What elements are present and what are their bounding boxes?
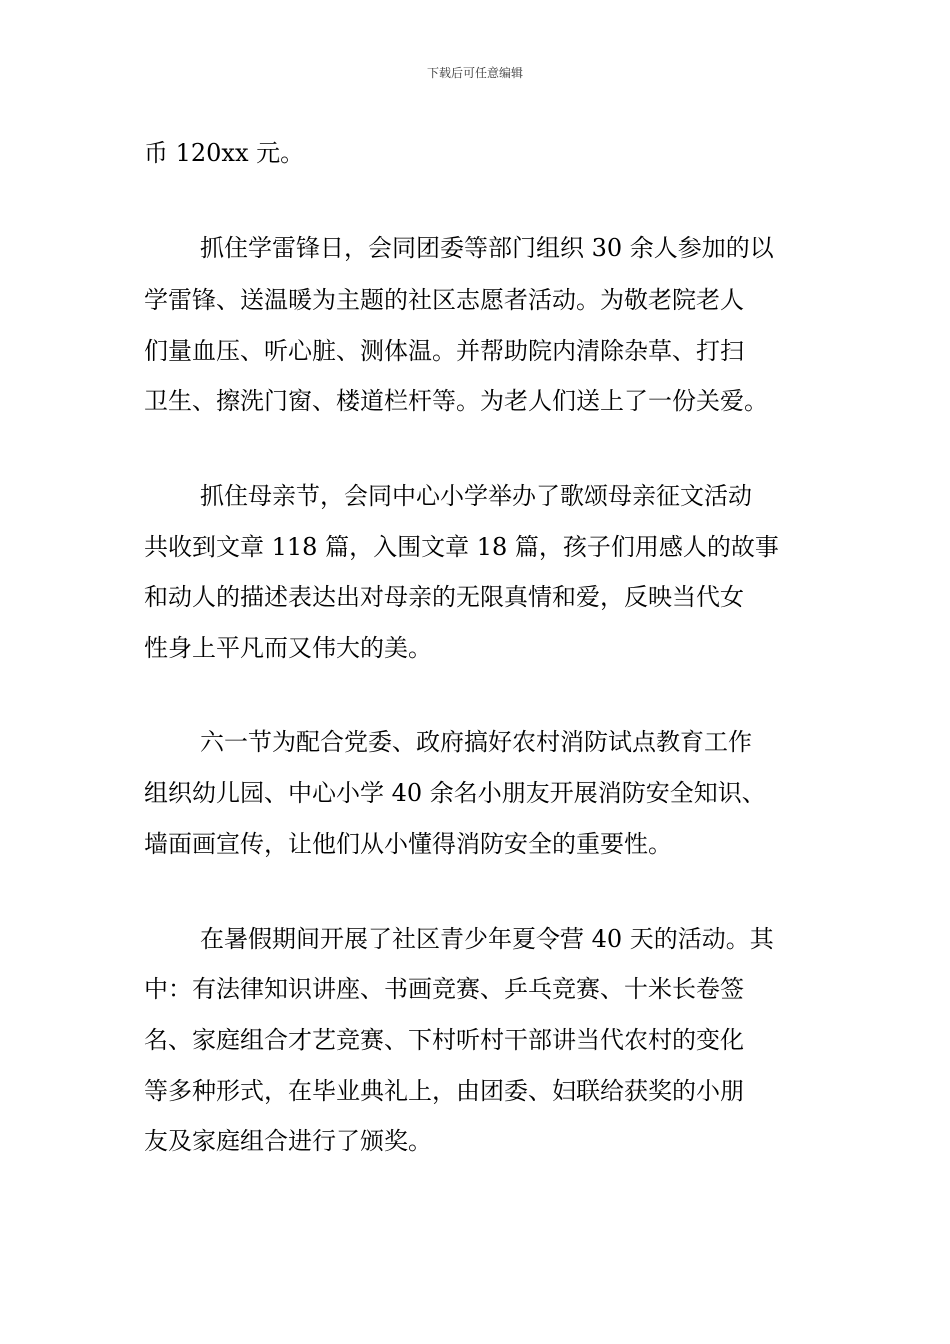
body-line: 和动人的描述表达出对母亲的无限真情和爱，反映当代女 — [144, 583, 744, 611]
body-line: 性身上平凡而又伟大的美。 — [144, 634, 432, 662]
body-line: 墙面画宣传，让他们从小懂得消防安全的重要性。 — [144, 830, 672, 858]
body-line: 学雷锋、送温暖为主题的社区志愿者活动。为敬老院老人 — [144, 286, 744, 314]
body-line: 共收到文章 118 篇，入围文章 18 篇，孩子们用感人的故事 — [144, 533, 779, 561]
body-line: 等多种形式，在毕业典礼上，由团委、妇联给获奖的小朋 — [144, 1077, 744, 1105]
body-line: 们量血压、听心脏、测体温。并帮助院内清除杂草、打扫 — [144, 337, 744, 365]
body-line: 中：有法律知识讲座、书画竞赛、乒乓竞赛、十米长卷签 — [144, 975, 744, 1003]
paragraph-first-line: 抓住母亲节，会同中心小学举办了歌颂母亲征文活动 — [200, 482, 752, 510]
body-line: 组织幼儿园、中心小学 40 余名小朋友开展消防安全知识、 — [144, 779, 766, 807]
body-line: 币 120xx 元。 — [144, 139, 305, 167]
body-line: 卫生、擦洗门窗、楼道栏杆等。为老人们送上了一份关爱。 — [144, 387, 768, 415]
body-line: 友及家庭组合进行了颁奖。 — [144, 1127, 432, 1155]
paragraph-first-line: 在暑假期间开展了社区青少年夏令营 40 天的活动。其 — [200, 925, 774, 953]
header-note: 下载后可任意编辑 — [426, 66, 523, 80]
paragraph-first-line: 六一节为配合党委、政府搞好农村消防试点教育工作 — [200, 728, 752, 756]
paragraph-first-line: 抓住学雷锋日，会同团委等部门组织 30 余人参加的以 — [200, 234, 774, 262]
body-line: 名、家庭组合才艺竞赛、下村听村干部讲当代农村的变化 — [144, 1026, 744, 1054]
